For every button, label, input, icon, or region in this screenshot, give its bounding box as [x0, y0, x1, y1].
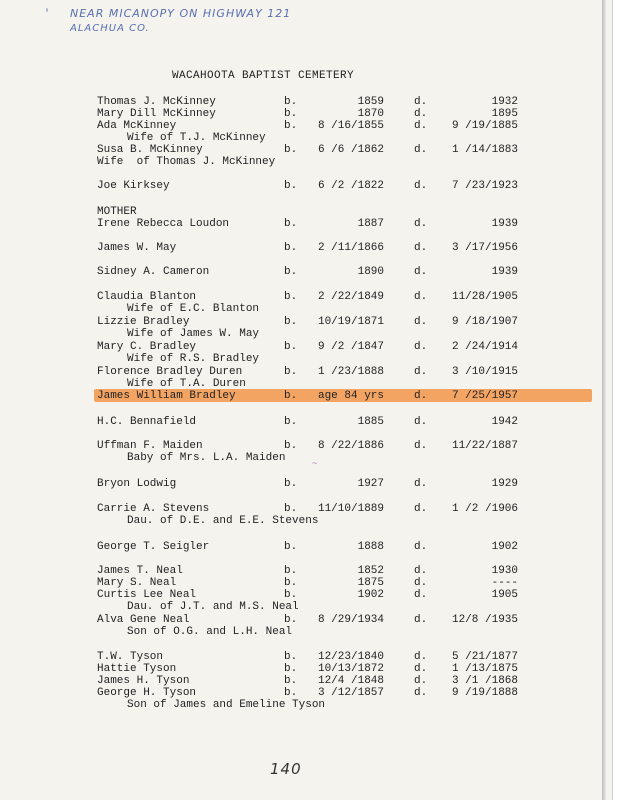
record-relation: Dau. of D.E. and E.E. Stevens — [127, 515, 319, 527]
born-label: b. — [284, 589, 298, 601]
record-line — [0, 108, 600, 120]
died-label: d. — [414, 180, 428, 192]
record-name: Uffman F. Maiden — [97, 440, 203, 452]
record-line — [0, 341, 600, 353]
born-label: b. — [284, 675, 298, 687]
record-relation: Dau. of J.T. and M.S. Neal — [127, 601, 299, 613]
birth-date: 12/23/1840 — [317, 651, 384, 663]
record-name: Alva Gene Neal — [97, 614, 190, 626]
record-name: George T. Seigler — [97, 541, 210, 553]
died-label: d. — [414, 651, 428, 663]
record-line — [0, 378, 600, 390]
record-line — [0, 614, 600, 626]
born-label: b. — [284, 108, 298, 120]
death-date: 11/28/1905 — [451, 291, 518, 303]
record-name: Florence Bradley Duren — [97, 366, 243, 378]
record-line — [0, 206, 600, 218]
record-name: Mary C. Bradley — [97, 341, 197, 353]
record-line — [0, 328, 600, 340]
birth-date: 3 /12/1857 — [317, 687, 384, 699]
death-date: 9 /18/1907 — [451, 316, 518, 328]
record-line — [0, 440, 600, 452]
birth-date: 1 /23/1888 — [317, 366, 384, 378]
record-line — [0, 132, 600, 144]
died-label: d. — [414, 120, 428, 132]
record-line — [0, 541, 600, 553]
birth-date: 8 /22/1886 — [317, 440, 384, 452]
record-name: Ada McKinney — [97, 120, 177, 132]
born-label: b. — [284, 390, 298, 402]
record-name: Bryon Lodwig — [97, 478, 177, 490]
death-date: 1939 — [491, 266, 518, 278]
died-label: d. — [414, 440, 428, 452]
death-date: 3 /10/1915 — [451, 366, 518, 378]
born-label: b. — [284, 565, 298, 577]
record-relation: Son of James and Emeline Tyson — [127, 699, 326, 711]
death-date: 1930 — [491, 565, 518, 577]
handwritten-county-note: ALACHUA CO. — [70, 23, 150, 34]
handwritten-location-note: NEAR MICANOPY ON HIGHWAY 121 — [70, 7, 292, 20]
record-line — [0, 316, 600, 328]
birth-date: 1902 — [357, 589, 384, 601]
died-label: d. — [414, 266, 428, 278]
record-relation: Wife of T.A. Duren — [127, 378, 246, 390]
death-date: 9 /19/1888 — [451, 687, 518, 699]
died-label: d. — [414, 687, 428, 699]
record-line — [0, 515, 600, 527]
record-relation: Wife of E.C. Blanton — [127, 303, 260, 315]
birth-date: 1870 — [357, 108, 384, 120]
death-date: 5 /21/1877 — [451, 651, 518, 663]
record-name: James T. Neal — [97, 565, 183, 577]
death-date: 1939 — [491, 218, 518, 230]
born-label: b. — [284, 242, 298, 254]
record-line — [0, 291, 600, 303]
death-date: 7 /25/1957 — [451, 390, 518, 402]
record-line — [0, 577, 600, 589]
page-edge-shadow — [602, 0, 606, 800]
record-name: Wife of Thomas J. McKinney — [97, 156, 276, 168]
died-label: d. — [414, 663, 428, 675]
born-label: b. — [284, 478, 298, 490]
record-line — [0, 218, 600, 230]
born-label: b. — [284, 663, 298, 675]
record-name: Joe Kirksey — [97, 180, 170, 192]
record-line — [0, 651, 600, 663]
death-date: 1895 — [491, 108, 518, 120]
record-relation: Wife of R.S. Bradley — [127, 353, 260, 365]
death-date: 3 /1 /1868 — [451, 675, 518, 687]
born-label: b. — [284, 266, 298, 278]
ink-smudge: ~ — [312, 459, 318, 469]
record-line — [0, 390, 600, 402]
died-label: d. — [414, 96, 428, 108]
record-line — [0, 120, 600, 132]
record-relation: Baby of Mrs. L.A. Maiden — [127, 452, 286, 464]
record-line — [0, 699, 600, 711]
record-line — [0, 242, 600, 254]
birth-date: 1885 — [357, 416, 384, 428]
record-name: H.C. Bennafield — [97, 416, 197, 428]
record-line — [0, 144, 600, 156]
record-name: Mary Dill McKinney — [97, 108, 216, 120]
record-name: Thomas J. McKinney — [97, 96, 216, 108]
record-line — [0, 675, 600, 687]
died-label: d. — [414, 366, 428, 378]
record-line — [0, 565, 600, 577]
death-date: 1905 — [491, 589, 518, 601]
death-date: 1 /13/1875 — [451, 663, 518, 675]
page-number: 140 — [270, 760, 302, 778]
record-line — [0, 478, 600, 490]
record-name: Lizzie Bradley — [97, 316, 190, 328]
record-line — [0, 353, 600, 365]
death-date: 1942 — [491, 416, 518, 428]
birth-date: 2 /11/1866 — [317, 242, 384, 254]
record-line — [0, 452, 600, 464]
death-date: 3 /17/1956 — [451, 242, 518, 254]
record-line — [0, 180, 600, 192]
born-label: b. — [284, 120, 298, 132]
record-name: Irene Rebecca Loudon — [97, 218, 230, 230]
record-name: T.W. Tyson — [97, 651, 164, 663]
born-label: b. — [284, 366, 298, 378]
birth-date: 1875 — [357, 577, 384, 589]
born-label: b. — [284, 614, 298, 626]
died-label: d. — [414, 614, 428, 626]
record-line — [0, 416, 600, 428]
record-name: Sidney A. Cameron — [97, 266, 210, 278]
birth-date: 2 /22/1849 — [317, 291, 384, 303]
record-name: MOTHER — [97, 206, 137, 218]
birth-date: 10/19/1871 — [317, 316, 384, 328]
birth-date: 11/10/1889 — [317, 503, 384, 515]
record-line — [0, 626, 600, 638]
death-date: 1932 — [491, 96, 518, 108]
record-line — [0, 503, 600, 515]
born-label: b. — [284, 180, 298, 192]
birth-date: 1887 — [357, 218, 384, 230]
born-label: b. — [284, 503, 298, 515]
died-label: d. — [414, 478, 428, 490]
died-label: d. — [414, 316, 428, 328]
record-line — [0, 366, 600, 378]
record-name: Carrie A. Stevens — [97, 503, 210, 515]
birth-date: 10/13/1872 — [317, 663, 384, 675]
died-label: d. — [414, 577, 428, 589]
record-name: Curtis Lee Neal — [97, 589, 197, 601]
record-line — [0, 156, 600, 168]
birth-date: 12/4 /1848 — [317, 675, 384, 687]
death-date: 1929 — [491, 478, 518, 490]
birth-date: 1888 — [357, 541, 384, 553]
died-label: d. — [414, 416, 428, 428]
death-date: 1 /2 /1906 — [451, 503, 518, 515]
died-label: d. — [414, 541, 428, 553]
born-label: b. — [284, 218, 298, 230]
birth-date: 8 /16/1855 — [317, 120, 384, 132]
record-name: Susa B. McKinney — [97, 144, 203, 156]
died-label: d. — [414, 108, 428, 120]
birth-date: 1890 — [357, 266, 384, 278]
birth-date: 8 /29/1934 — [317, 614, 384, 626]
record-name: James William Bradley — [97, 390, 236, 402]
page-title: WACAHOOTA BAPTIST CEMETERY — [172, 70, 355, 82]
record-line — [0, 303, 600, 315]
birth-date: age 84 yrs — [317, 390, 384, 402]
born-label: b. — [284, 651, 298, 663]
record-name: Hattie Tyson — [97, 663, 177, 675]
born-label: b. — [284, 541, 298, 553]
birth-date: 6 /6 /1862 — [317, 144, 384, 156]
record-relation: Wife of T.J. McKinney — [127, 132, 266, 144]
death-date: 11/22/1887 — [451, 440, 518, 452]
birth-date: 1852 — [357, 565, 384, 577]
died-label: d. — [414, 341, 428, 353]
died-label: d. — [414, 503, 428, 515]
record-line — [0, 663, 600, 675]
death-date: 7 /23/1923 — [451, 180, 518, 192]
record-name: James W. May — [97, 242, 177, 254]
died-label: d. — [414, 242, 428, 254]
record-name: James H. Tyson — [97, 675, 190, 687]
died-label: d. — [414, 589, 428, 601]
death-date: 9 /19/1885 — [451, 120, 518, 132]
record-line — [0, 687, 600, 699]
died-label: d. — [414, 675, 428, 687]
death-date: 12/8 /1935 — [451, 614, 518, 626]
born-label: b. — [284, 687, 298, 699]
death-date: 1902 — [491, 541, 518, 553]
record-line — [0, 601, 600, 613]
record-line — [0, 96, 600, 108]
birth-date: 9 /2 /1847 — [317, 341, 384, 353]
born-label: b. — [284, 291, 298, 303]
death-date: ---- — [491, 577, 518, 589]
died-label: d. — [414, 291, 428, 303]
born-label: b. — [284, 577, 298, 589]
died-label: d. — [414, 565, 428, 577]
record-relation: Wife of James W. May — [127, 328, 260, 340]
died-label: d. — [414, 144, 428, 156]
death-date: 1 /14/1883 — [451, 144, 518, 156]
born-label: b. — [284, 316, 298, 328]
death-date: 2 /24/1914 — [451, 341, 518, 353]
record-relation: Son of O.G. and L.H. Neal — [127, 626, 293, 638]
record-line — [0, 266, 600, 278]
pencil-mark: ' — [44, 9, 51, 20]
birth-date: 1927 — [357, 478, 384, 490]
birth-date: 1859 — [357, 96, 384, 108]
record-name: Claudia Blanton — [97, 291, 197, 303]
record-name: George H. Tyson — [97, 687, 197, 699]
died-label: d. — [414, 218, 428, 230]
born-label: b. — [284, 341, 298, 353]
record-name: Mary S. Neal — [97, 577, 177, 589]
birth-date: 6 /2 /1822 — [317, 180, 384, 192]
born-label: b. — [284, 440, 298, 452]
record-line — [0, 589, 600, 601]
born-label: b. — [284, 144, 298, 156]
died-label: d. — [414, 390, 428, 402]
born-label: b. — [284, 416, 298, 428]
born-label: b. — [284, 96, 298, 108]
